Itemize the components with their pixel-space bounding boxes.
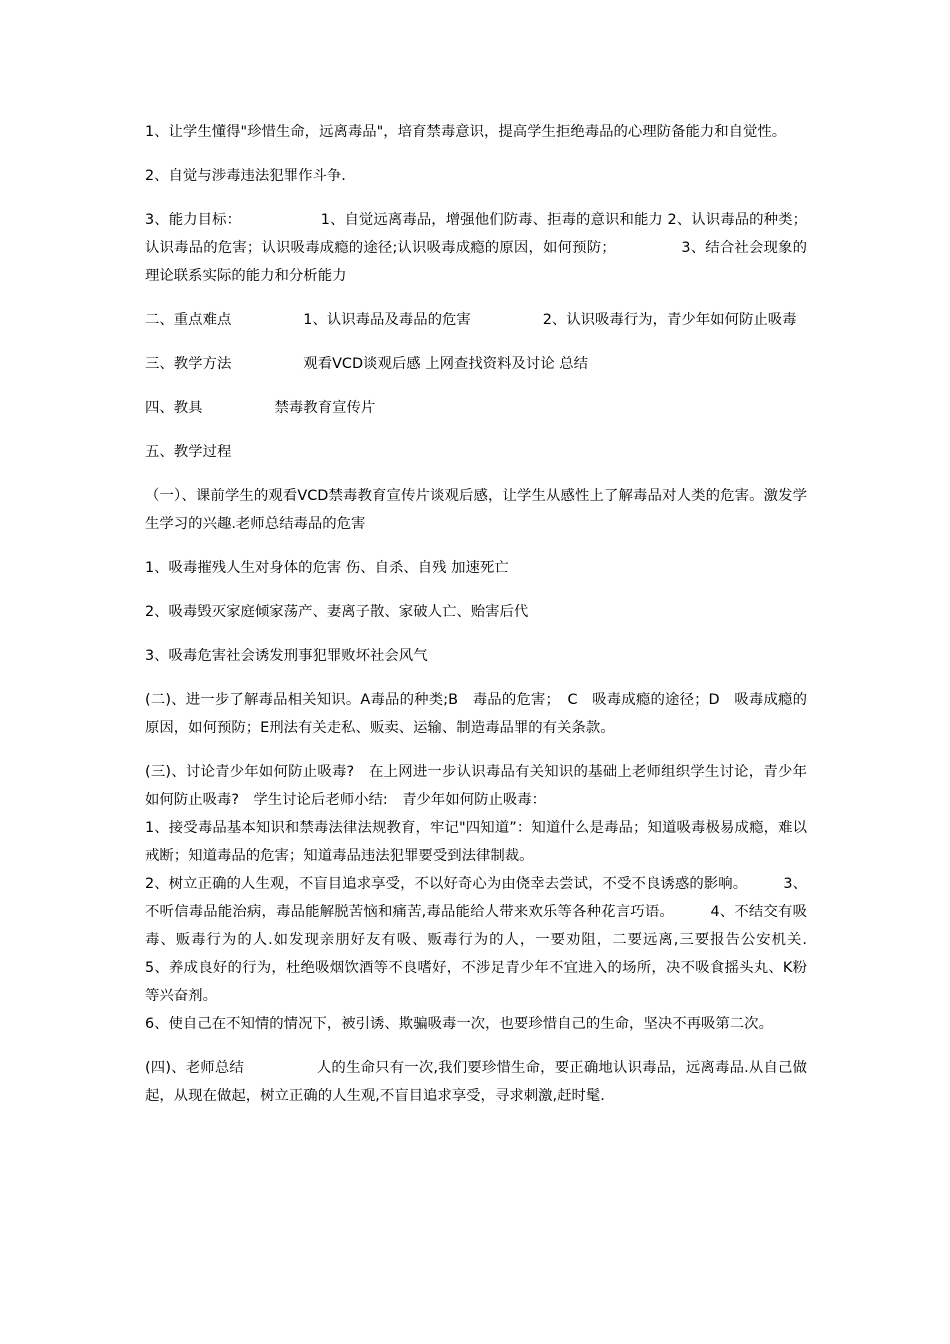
- teaching-method: 三、教学方法 观看VCD谈观后感 上网查找资料及讨论 总结: [145, 356, 589, 372]
- objective-2: 2、自觉与涉毒违法犯罪作斗争.: [145, 168, 346, 184]
- teaching-process-heading: 五、教学过程: [145, 444, 232, 460]
- prevention-item-6: 6、使自己在不知情的情况下，被引诱、欺骗吸毒一次，也要珍惜自己的生命，坚决不再吸第二次。: [145, 1016, 773, 1032]
- teaching-aids: 四、教具 禁毒教育宣传片: [145, 400, 376, 416]
- harm-item-2: 2、吸毒毁灭家庭倾家荡产、妻离子散、家破人亡、贻害后代: [145, 604, 529, 620]
- process-step-2: (二)、进一步了解毒品相关知识。A毒品的种类;B 毒品的危害； C 吸毒成瘾的途径；D 吸毒成瘾的原因，如何预防；E刑法有关走私、贩卖、运输、制造毒品罪的有关条款。: [145, 692, 807, 736]
- key-points: 二、重点难点 1、认识毒品及毒品的危害 2、认识吸毒行为，青少年如何防止吸毒: [145, 312, 797, 328]
- process-step-1: （一）、课前学生的观看VCD禁毒教育宣传片谈观后感，让学生从感性上了解毒品对人类的危害。激发学生学习的兴趣.老师总结毒品的危害: [145, 488, 807, 532]
- process-step-3: (三)、讨论青少年如何防止吸毒? 在上网进一步认识毒品有关知识的基础上老师组织学生讨论，青少年如何防止吸毒? 学生讨论后老师小结: 青少年如何防止吸毒：: [145, 764, 807, 808]
- teacher-summary: (四)、老师总结 人的生命只有一次,我们要珍惜生命，要正确地认识毒品，远离毒品.从自己做起，从现在做起，树立正确的人生观,不盲目追求享受，寻求刺激,赶时髦.: [145, 1060, 807, 1104]
- document-page: [145, 118, 851, 1126]
- ability-goals: 3、能力目标： 1、自觉远离毒品，增强他们防毒、拒毒的意识和能力 2、认识毒品的种类；认识毒品的危害；认识吸毒成瘾的途径;认识吸毒成瘾的原因，如何预防； 3、结合社会现象的理论联系实际的能力和分析能力: [145, 212, 807, 284]
- prevention-item-1: 1、接受毒品基本知识和禁毒法律法规教育，牢记"四知道”：知道什么是毒品；知道吸毒极易成瘾，难以戒断；知道毒品的危害；知道毒品违法犯罪要受到法律制裁。: [145, 820, 807, 864]
- harm-item-3: 3、吸毒危害社会诱发刑事犯罪败坏社会风气: [145, 648, 428, 664]
- harm-item-1: 1、吸毒摧残人生对身体的危害 伤、自杀、自残 加速死亡: [145, 560, 509, 576]
- prevention-item-2-5: 2、树立正确的人生观，不盲目追求享受，不以好奇心为由侥幸去尝试，不受不良诱惑的影响。 3、不听信毒品能治病，毒品能解脱苦恼和痛苦,毒品能给人带来欢乐等各种花言巧语。 4、不结交有吸毒、贩毒行为的人.如发现亲朋好友有吸、贩毒行为的人，一要劝阻，二要远离,三要报告公安机关. 5、养成良好的行为，杜绝吸烟饮酒等不良嗜好，不涉足青少年不宜进入的场所，决不吸食摇头丸、K粉等兴奋剂。: [145, 876, 851, 1004]
- objective-1: 1、让学生懂得"珍惜生命，远离毒品"，培育禁毒意识，提高学生拒绝毒品的心理防备能力和自觉性。: [145, 124, 787, 140]
